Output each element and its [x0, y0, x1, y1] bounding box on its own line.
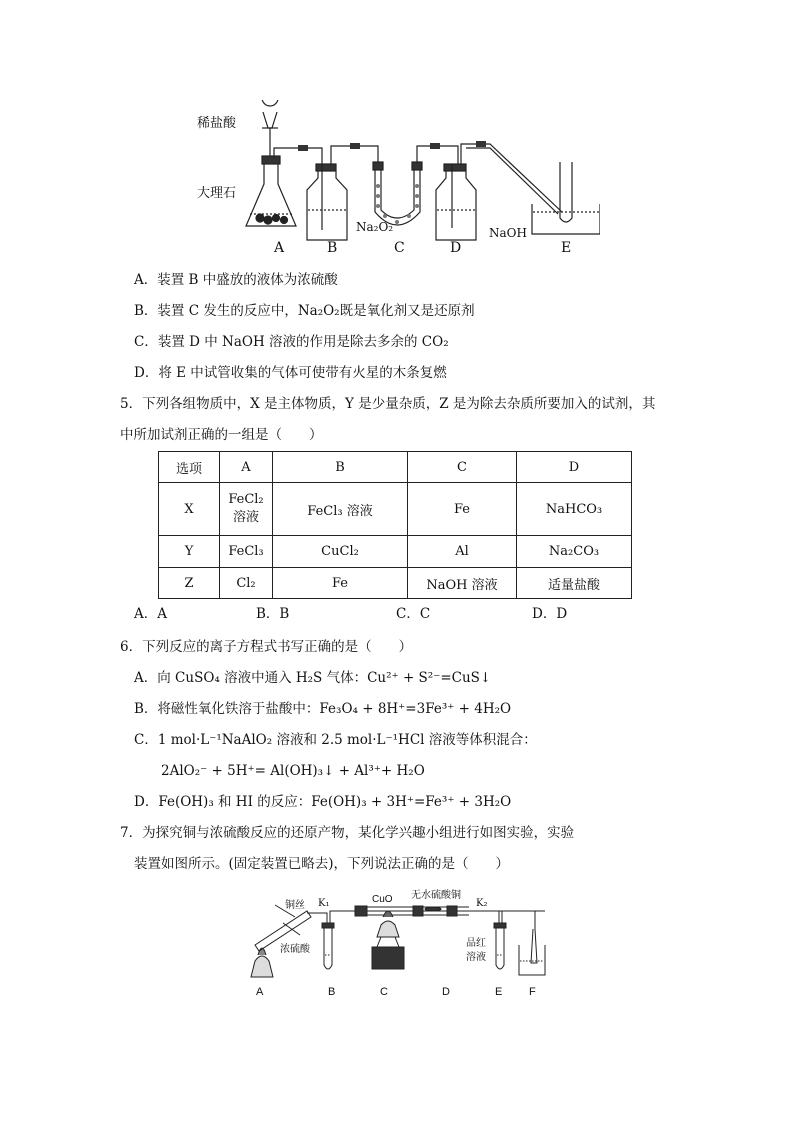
label-conc-h2so4: 浓硫酸 [280, 944, 310, 955]
table-cell: Z [159, 568, 220, 599]
fig2-letter-a: A [256, 986, 264, 998]
fig2-letter-d: D [442, 986, 450, 998]
label-dilute-hcl: 稀盐酸 [197, 116, 237, 131]
q6-stem: 6．下列反应的离子方程式书写正确的是（ ） [120, 639, 413, 655]
table-cell: FeCl₃ 溶液 [273, 483, 408, 536]
q5-answer-d: D．D [532, 606, 568, 622]
table-row-y [159, 536, 632, 568]
label-copper-wire: 铜丝 [285, 900, 305, 911]
table-cell: 适量盐酸 [517, 568, 632, 599]
label-anhydrous-cuso4: 无水硫酸铜 [411, 890, 461, 901]
fig2-letter-f: F [529, 986, 536, 998]
table-cell: Na₂CO₃ [517, 536, 632, 568]
q7-stem-line-2: 装置如图所示。(固定装置已略去)，下列说法正确的是（ ） [134, 856, 510, 872]
table-cell: NaOH 溶液 [408, 568, 517, 599]
fig1-letter-a: A [274, 240, 285, 256]
fig1-letter-c: C [394, 240, 405, 256]
q5-answer-a: A．A [134, 606, 167, 622]
table-cell: CuCl₂ [273, 536, 408, 568]
fig2-letter-e: E [495, 986, 503, 998]
fig2-letter-b: B [328, 986, 336, 998]
q7-stem-line-1: 7．为探究铜与浓硫酸反应的还原产物，某化学兴趣小组进行如图实验，实验 [120, 825, 575, 841]
table-cell: A [220, 452, 273, 483]
q5-answer-b: B．B [256, 606, 290, 622]
fig2-letter-c: C [380, 986, 388, 998]
table-cell: B [273, 452, 408, 483]
q6-option-c-equation: 2AlO₂⁻ + 5H⁺= Al(OH)₃↓ + Al³⁺+ H₂O [161, 763, 425, 779]
q6-option-c: C．1 mol·L⁻¹NaAlO₂ 溶液和 2.5 mol·L⁻¹HCl 溶液等体积混合： [134, 732, 537, 748]
table-row-z [159, 568, 632, 599]
table-cell: FeCl₂ 溶液 [220, 483, 273, 536]
table-cell: Y [159, 536, 220, 568]
table-row-x [159, 483, 632, 536]
q5-options-table [158, 451, 632, 599]
table-cell: C [408, 452, 517, 483]
q4-option-c: C．装置 D 中 NaOH 溶液的作用是除去多余的 CO₂ [134, 334, 449, 350]
table-header-row [159, 452, 632, 483]
fig1-letter-b: B [327, 240, 338, 256]
q4-option-b: B．装置 C 发生的反应中，Na₂O₂既是氧化剂又是还原剂 [134, 303, 475, 319]
label-solution: 溶液 [466, 952, 486, 963]
label-na2o2: Na₂O₂ [356, 220, 394, 234]
label-naoh: NaOH [489, 226, 527, 240]
label-k2: K₂ [476, 898, 488, 909]
table-cell: Al [408, 536, 517, 568]
table-cell: Fe [273, 568, 408, 599]
q5-stem-line-1: 5．下列各组物质中，X 是主体物质，Y 是少量杂质，Z 是为除去杂质所要加入的试剂，其 [120, 396, 656, 412]
fig1-letter-d: D [450, 240, 462, 256]
table-cell: NaHCO₃ [517, 483, 632, 536]
label-k1: K₁ [318, 898, 330, 909]
table-cell: Cl₂ [220, 568, 273, 599]
fig1-letter-e: E [561, 240, 572, 256]
label-magenta: 品红 [466, 938, 486, 949]
table-cell: Fe [408, 483, 517, 536]
q5-stem-line-2: 中所加试剂正确的一组是（ ） [120, 427, 323, 443]
table-cell: X [159, 483, 220, 536]
q6-option-a: A．向 CuSO₄ 溶液中通入 H₂S 气体：Cu²⁺ + S²⁻=CuS↓ [134, 670, 492, 686]
q6-option-d: D．Fe(OH)₃ 和 HI 的反应：Fe(OH)₃ + 3H⁺=Fe³⁺ + 3H₂O [134, 794, 512, 810]
apparatus-figure-1 [190, 100, 600, 262]
q4-option-a: A．装置 B 中盛放的液体为浓硫酸 [134, 272, 338, 288]
q4-option-d: D．将 E 中试管收集的气体可使带有火星的木条复燃 [134, 365, 447, 381]
label-marble: 大理石 [197, 186, 237, 201]
table-cell: 选项 [159, 452, 220, 483]
table-cell: FeCl₃ [220, 536, 273, 568]
q6-option-b: B．将磁性氧化铁溶于盐酸中：Fe₃O₄ + 8H⁺=3Fe³⁺ + 4H₂O [134, 701, 512, 717]
label-cuo: CuO [372, 894, 393, 905]
table-cell: D [517, 452, 632, 483]
q5-answer-c: C．C [396, 606, 431, 622]
